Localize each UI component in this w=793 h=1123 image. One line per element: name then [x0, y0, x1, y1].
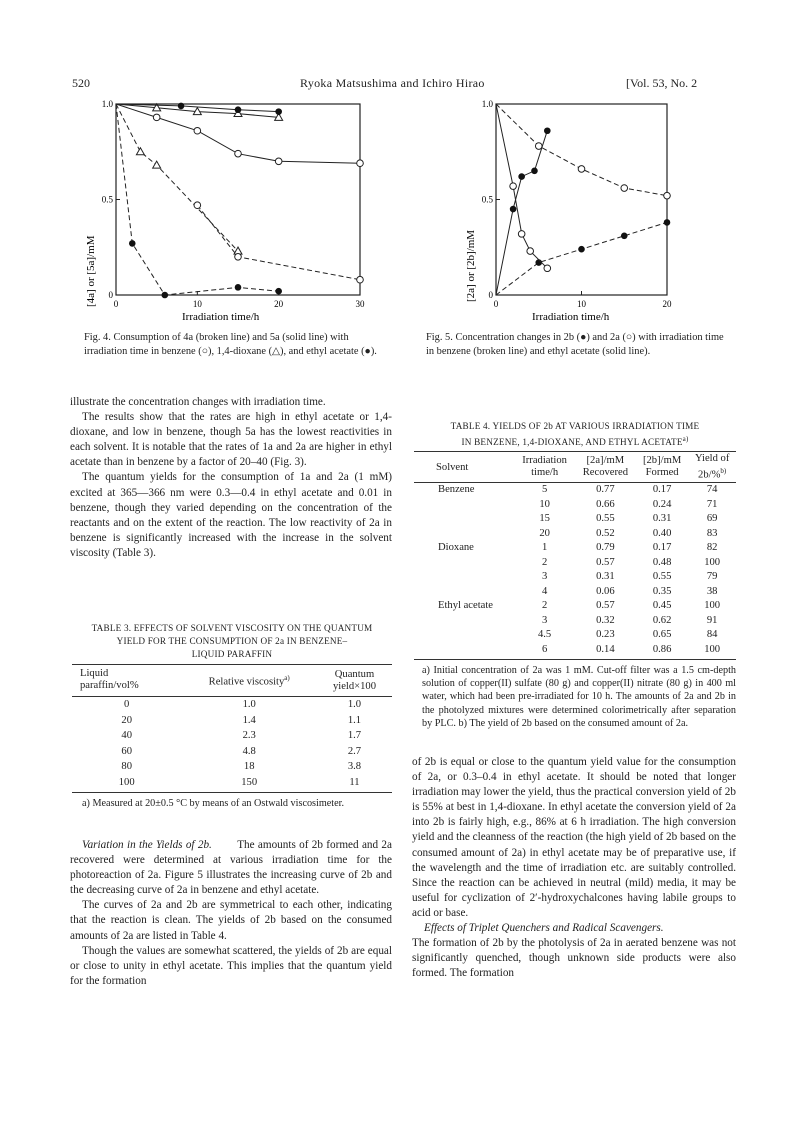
table-cell: 100	[704, 643, 721, 655]
table-cell: 4	[541, 585, 548, 597]
paragraph: of 2b is equal or close to the quantum yield value for the consumption of 2a, or 0.3–0.4 in ethyl acetate. It should be noted that longer irradiation may lower the yield, thus the practical conversion yield of 2b is 55% at best in 1,4-dioxane. In ethyl acetate the conversion yield of 2a into 2b is fairly high, e.g., 86% at 6 h irradiation. The high conversion yield and the cleanness of the reaction (the high yield of 2b based on the consumed amount of 2a) in ethyl acetate may be of preparative use, if the wavelength and the time of irradiation etc. are suitably controlled. Since the reaction can be achieved in neutral (mild) media, it may be useful for cyclization of 2′-hydroxychalcones having labile groups to acid or base.	[412, 756, 736, 919]
plot-frame	[116, 104, 360, 295]
table-cell: 79	[706, 571, 718, 583]
paragraph-text: The amounts of 2b formed and 2a recovered were determined at various irradiation time for the photoreaction of 2a. Figure 5 illustrates the increasing curve of 2b and the decreasing curve of 2a in benzene and ethyl acetate.	[70, 839, 392, 897]
table-row	[72, 697, 392, 713]
series-line	[116, 104, 238, 251]
table4-title	[414, 420, 736, 449]
table-cell: 2	[541, 556, 548, 568]
running-authors: Ryoka Matsushima and Ichiro Hirao	[300, 76, 485, 90]
table-cell: 2.7	[347, 745, 362, 757]
table-row	[72, 775, 392, 791]
y-tick-label: 1.0	[101, 99, 113, 109]
page-number: 520	[72, 76, 90, 90]
table-cell: 71	[706, 498, 718, 510]
table-row	[414, 483, 736, 498]
table-cell: 80	[121, 761, 132, 772]
table-cell	[414, 527, 514, 542]
table-cell: 0.24	[652, 498, 672, 510]
table-cell	[414, 585, 514, 600]
data-point-open-circle	[357, 276, 364, 283]
x-tick-label: 20	[662, 299, 672, 309]
plot-frame	[496, 104, 667, 295]
data-point-filled-circle	[235, 284, 242, 291]
table-cell: 0.17	[652, 542, 672, 554]
data-point-filled-circle	[129, 240, 136, 247]
table3-col-viscosity	[181, 665, 317, 697]
table-row	[414, 541, 736, 556]
table-cell: 3	[541, 571, 548, 583]
x-tick-label: 0	[113, 299, 119, 309]
fig4-x-label: Irradiation time/h	[182, 311, 260, 323]
table-cell: 0.55	[652, 571, 672, 583]
header-text: time/h	[531, 467, 559, 479]
right-body-text	[412, 755, 736, 981]
fig5-caption: Fig. 5. Concentration changes in 2b (●) and 2a (○) with irradiation time in benzene (broken line) and ethyl acetate (solid line).	[426, 332, 724, 357]
data-point-open-circle	[518, 231, 525, 238]
table-cell: 5	[541, 484, 548, 496]
section-heading: Effects of Triplet Quenchers and Radical Scavengers.	[424, 922, 664, 935]
table-cell: 0.66	[596, 498, 615, 510]
table3-grid	[72, 664, 392, 790]
table-cell: 0.57	[596, 600, 615, 612]
table-cell: 2.3	[242, 730, 256, 741]
table-cell: 150	[241, 776, 258, 788]
data-point-open-circle	[510, 183, 517, 190]
y-tick-label: 0.5	[101, 194, 113, 205]
table-cell: 11	[349, 776, 360, 788]
fig4-chart	[72, 92, 372, 324]
data-point-filled-circle	[162, 292, 169, 299]
table-cell: 0.55	[596, 513, 615, 525]
data-point-filled-circle	[178, 103, 185, 110]
table-cell: 82	[706, 542, 718, 554]
table3-col-paraffin	[72, 665, 181, 697]
table-cell: 0.62	[652, 614, 672, 626]
table-cell: 0.35	[652, 585, 672, 597]
table-row	[414, 585, 736, 600]
table-cell: 0.40	[652, 527, 672, 539]
table-cell: 60	[121, 745, 132, 757]
table4-title-line: TABLE 4. YIELDS OF 2b AT VARIOUS IRRADIATION TIME	[450, 421, 700, 431]
table-cell: 0.65	[652, 629, 672, 641]
table-cell: 69	[706, 513, 718, 525]
table-cell: 0	[124, 699, 130, 710]
y-tick-label: 0	[108, 290, 113, 300]
table4-col-2b	[636, 452, 688, 483]
table-cell: 0.31	[652, 513, 672, 525]
data-point-filled-circle	[531, 168, 538, 175]
table-row	[72, 713, 392, 729]
table-cell: 20	[539, 527, 550, 539]
y-tick-label: 0.5	[481, 194, 493, 205]
table-cell: 0.86	[652, 643, 672, 655]
header-text: Recovered	[582, 467, 629, 479]
left-body-text	[70, 395, 392, 561]
table-row	[414, 614, 736, 629]
series-line	[496, 104, 667, 196]
table-cell: 38	[706, 585, 718, 597]
table-cell: 0.32	[596, 614, 615, 626]
table-cell: Dioxane	[438, 542, 474, 554]
series-line	[197, 205, 360, 280]
table-cell: 4.5	[537, 629, 552, 641]
series-line	[496, 131, 547, 295]
x-tick-label: 0	[493, 299, 499, 309]
table-cell: Ethyl acetate	[438, 600, 493, 612]
table-cell: 0.14	[596, 643, 615, 655]
data-point-filled-circle	[275, 288, 282, 295]
table-row	[414, 570, 736, 585]
data-point-triangle	[153, 161, 161, 168]
table4-col-2a	[575, 452, 636, 483]
data-point-open-circle	[235, 150, 242, 157]
table-cell: 100	[704, 556, 721, 568]
table3-title-line: TABLE 3. EFFECTS OF SOLVENT VISCOSITY ON THE QUANTUM	[91, 623, 373, 633]
table4-col-yield	[688, 452, 736, 483]
data-point-filled-circle	[544, 127, 551, 134]
table-cell: 1.1	[347, 714, 362, 726]
table-cell	[414, 628, 514, 643]
data-point-filled-circle	[518, 173, 525, 180]
table-cell: 0.77	[596, 484, 615, 496]
fig5-y-label: [2a] or [2b]/mM	[465, 229, 477, 302]
footnote-mark: b)	[720, 466, 727, 475]
fig5-x-label: Irradiation time/h	[532, 311, 610, 323]
table-row	[72, 744, 392, 760]
table-cell	[414, 498, 514, 513]
data-point-open-circle	[275, 158, 282, 165]
header-text: Liquid	[80, 668, 109, 679]
table-cell: 1.7	[347, 730, 362, 741]
header-text: Yield of	[694, 452, 730, 464]
table-cell: 100	[118, 776, 135, 788]
y-tick-label: 0	[488, 290, 493, 300]
data-point-filled-circle	[275, 108, 282, 115]
table-cell	[414, 570, 514, 585]
paragraph: The quantum yields for the consumption of 1a and 2a (1 mM) excited at 365—366 nm were 0.3—0.4 in ethyl acetate and 0.01 in benzene, though they varied depending on the concentration of the reactants and on the extent of the reaction. The low reactivity of 2a in benzene is significantly increased with the increase in the solvent viscosity (Table 3).	[70, 471, 392, 559]
data-point-filled-circle	[621, 232, 628, 239]
table-cell: 100	[704, 600, 721, 612]
left-lower-text	[70, 838, 392, 989]
data-point-open-circle	[527, 248, 534, 255]
table-cell: 0.23	[596, 629, 615, 641]
data-point-open-circle	[544, 265, 551, 272]
table-cell: 0.79	[596, 542, 615, 554]
footnote-mark: a)	[284, 673, 290, 682]
paragraph: The formation of 2b by the photolysis of 2a in aerated benzene was not significantly quenched, though unknown side products were also formed. The formation	[412, 937, 736, 980]
table-cell	[414, 614, 514, 629]
header-text: [2b]/mM	[642, 455, 682, 467]
paragraph	[412, 921, 736, 936]
table4-title-line: IN BENZENE, 1,4-DIOXANE, AND ETHYL ACETATE	[461, 437, 683, 448]
section-heading: Variation in the Yields of 2b.	[82, 839, 212, 851]
table3-col-quantum	[317, 665, 392, 697]
fig4-y-label: [4a] or [5a]/mM	[85, 235, 97, 307]
table-cell: 40	[121, 730, 132, 741]
table-cell: 0.17	[652, 484, 672, 496]
table4-col-time	[514, 452, 574, 483]
table-cell: 0.52	[596, 527, 615, 539]
table-row	[414, 599, 736, 614]
table-cell: 84	[706, 629, 718, 641]
table-cell: 91	[706, 614, 718, 626]
table-row	[414, 512, 736, 527]
table-cell: 0.57	[596, 556, 615, 568]
table-cell: 1.0	[242, 699, 256, 710]
header-text: Quantum	[334, 668, 375, 680]
table-cell: 74	[706, 484, 718, 496]
header-text: Formed	[645, 467, 679, 479]
header-text: [2a]/mM	[586, 455, 625, 467]
table-row	[414, 498, 736, 513]
paragraph: The results show that the rates are high in ethyl acetate or 1,4-dioxane, and low in benzene, though 5a has the lowest reactivities in each solvent. It is notable that the rates of 1a and 2a are higher in ethyl acetate than in benzene by a factor of 20–40 (Fig. 3).	[70, 411, 392, 469]
table-cell: 83	[706, 527, 718, 539]
data-point-open-circle	[235, 254, 242, 261]
data-point-triangle	[136, 148, 144, 155]
table-cell: 0.06	[596, 585, 615, 597]
header-text: yield×100	[332, 680, 377, 692]
footnote-mark: a)	[682, 435, 689, 443]
paragraph: illustrate the concentration changes with irradiation time.	[70, 396, 326, 408]
data-point-open-circle	[621, 185, 628, 192]
fig5-chart	[452, 92, 682, 324]
table-cell	[414, 512, 514, 527]
table-cell: 0.45	[652, 600, 672, 612]
paragraph: The curves of 2a and 2b are symmetrical to each other, indicating that the reaction is clean. The yields of 2b based on the consumed amounts of 2a are listed in Table 4.	[70, 899, 392, 942]
table4-grid	[414, 451, 736, 657]
table3-title-line: LIQUID PARAFFIN	[191, 649, 273, 659]
table-row	[72, 728, 392, 744]
table3-footnote: a) Measured at 20±0.5 °C by means of an Ostwald viscosimeter.	[82, 798, 345, 809]
table-cell: 0.48	[652, 556, 672, 568]
data-point-filled-circle	[664, 219, 671, 226]
table-cell: 1.4	[242, 714, 256, 726]
data-point-open-circle	[535, 143, 542, 150]
table-row	[414, 643, 736, 658]
data-point-open-circle	[357, 160, 364, 167]
volume-info: [Vol. 53, No. 2	[626, 76, 698, 90]
table-cell: 3	[541, 614, 548, 626]
fig4-caption: Fig. 4. Consumption of 4a (broken line) and 5a (solid line) with irradiation time in benzene (○), 1,4-dioxane (△), and ethyl acetate (●).	[84, 332, 377, 357]
data-point-filled-circle	[235, 106, 242, 113]
table-row	[72, 759, 392, 775]
data-point-open-circle	[194, 202, 201, 209]
table-cell: 18	[243, 761, 255, 772]
data-point-open-circle	[194, 127, 201, 134]
table-cell: Benzene	[438, 484, 475, 496]
table-row	[414, 628, 736, 643]
x-tick-label: 20	[274, 299, 284, 309]
table-header-row	[72, 665, 392, 697]
paragraph	[70, 838, 392, 898]
table4	[414, 420, 736, 730]
table-cell	[414, 643, 514, 658]
table4-col-solvent: Solvent	[436, 461, 469, 473]
x-tick-label: 30	[355, 299, 365, 309]
table-cell: 15	[539, 513, 550, 525]
x-tick-label: 10	[192, 299, 202, 309]
y-tick-label: 1.0	[481, 99, 493, 109]
header-text: paraffin/vol%	[80, 680, 139, 691]
table-cell: 4.8	[242, 745, 256, 757]
table3-title	[72, 622, 392, 661]
paragraph: Though the values are somewhat scattered, the yields of 2b are equal or close to unity in ethyl acetate. This implies that the quantum yield for the formation	[70, 944, 392, 987]
table3-title-line: YIELD FOR THE CONSUMPTION OF 2a IN BENZENE–	[116, 636, 348, 646]
table3	[72, 622, 392, 810]
x-tick-label: 10	[577, 299, 586, 309]
data-point-open-circle	[153, 114, 160, 121]
table-row	[414, 556, 736, 571]
table-cell: 3.8	[347, 761, 362, 772]
table-cell: 1.0	[347, 699, 362, 710]
table-header-row	[414, 452, 736, 483]
table-cell: 1	[541, 542, 548, 554]
data-point-open-circle	[578, 166, 585, 173]
table-cell	[414, 556, 514, 571]
data-point-open-circle	[664, 192, 671, 199]
header-text: Irradiation	[522, 455, 567, 467]
table-cell: 6	[541, 643, 548, 655]
table-row	[414, 527, 736, 542]
header-text: 2b/%	[698, 469, 721, 481]
header-text: Relative viscosity	[208, 676, 285, 688]
table-cell: 20	[121, 714, 132, 726]
table-cell: 10	[539, 498, 550, 510]
data-point-filled-circle	[578, 246, 585, 253]
table-cell: 0.31	[596, 571, 615, 583]
table-cell: 2	[541, 600, 548, 612]
data-point-filled-circle	[510, 206, 517, 213]
table4-footnote: a) Initial concentration of 2a was 1 mM. Cut-off filter was a 1.5 cm-depth solution of copper(II) sulfate (80 g) and copper(II) nitrate (80 g) in 400 ml water, which had been pre-irradiated for 10 h. The amounts of 2a and 2b in the photolyzed mixtures were determined colorimetrically after separation by PLC. b) The yield of 2b based on the consumed amount of 2a.	[422, 665, 736, 729]
